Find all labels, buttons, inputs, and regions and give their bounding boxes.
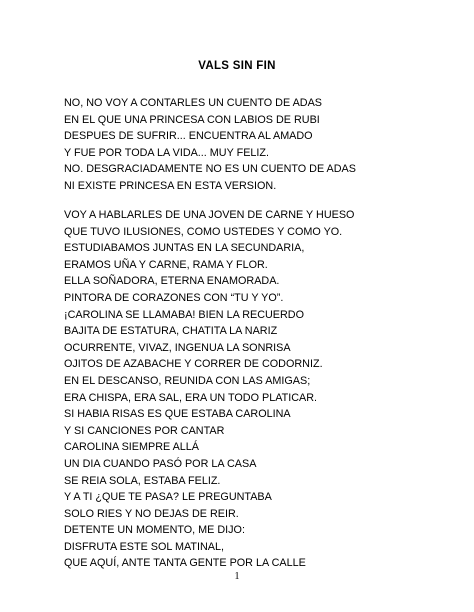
poem-line: EN EL DESCANSO, REUNIDA CON LAS AMIGAS; xyxy=(64,374,311,387)
poem-line: ¡CAROLINA SE LLAMABA! BIEN LA RECUERDO xyxy=(64,308,305,321)
poem-line: OJITOS DE AZABACHE Y CORRER DE CODORNIZ. xyxy=(64,358,323,371)
poem-line: CAROLINA SIEMPRE ALLÁ xyxy=(64,441,200,454)
poem-line: ERA CHISPA, ERA SAL, ERA UN TODO PLATICAR. xyxy=(64,391,318,404)
poem-line: VOY A HABLARLES DE UNA JOVEN DE CARNE Y HUESO xyxy=(64,209,355,221)
poem-line: NI EXISTE PRINCESA EN ESTA VERSION. xyxy=(64,179,277,192)
poem-line: SI HABIA RISAS ES QUE ESTABA CAROLINA xyxy=(64,408,291,421)
poem-line: UN DIA CUANDO PASÓ POR LA CASA xyxy=(64,457,257,470)
poem-line: SE REIA SOLA, ESTABA FELIZ. xyxy=(64,474,221,487)
poem-line: DETENTE UN MOMENTO, ME DIJO: xyxy=(64,524,245,537)
poem-line: OCURRENTE, VIVAZ, INGENUA LA SONRISA xyxy=(64,341,291,354)
poem-line: ELLA SOÑADORA, ETERNA ENAMORADA. xyxy=(64,275,280,288)
poem-line: NO. DESGRACIADAMENTE NO ES UN CUENTO DE ADAS xyxy=(64,163,356,176)
poem-line: Y SI CANCIONES POR CANTAR xyxy=(64,424,225,437)
stanza-2 xyxy=(64,207,424,572)
poem-line: DISFRUTA ESTE SOL MATINAL, xyxy=(64,540,224,553)
poem-title: VALS SIN FIN xyxy=(198,60,276,72)
poem-line: QUE AQUÍ, ANTE TANTA GENTE POR LA CALLE xyxy=(64,557,306,570)
poem-line: ESTUDIABAMOS JUNTAS EN LA SECUNDARIA, xyxy=(64,242,305,255)
poem-line: EN EL QUE UNA PRINCESA CON LABIOS DE RUBI xyxy=(64,113,320,126)
poem-line: ERAMOS UÑA Y CARNE, RAMA Y FLOR. xyxy=(64,258,268,271)
poem-line: Y FUE POR TODA LA VIDA... MUY FELIZ. xyxy=(64,146,270,159)
poem-line: SOLO RIES Y NO DEJAS DE REIR. xyxy=(64,507,239,520)
poem-line: Y A TI ¿QUE TE PASA? LE PREGUNTABA xyxy=(64,491,272,504)
poem-line: PINTORA DE CORAZONES CON “TU Y YO”. xyxy=(64,291,284,304)
poem-line: QUE TUVO ILUSIONES, COMO USTEDES Y COMO YO. xyxy=(64,225,343,238)
poem-line: DESPUES DE SUFRIR... ENCUENTRA AL AMADO xyxy=(64,130,313,143)
poem-line: BAJITA DE ESTATURA, CHATITA LA NARIZ xyxy=(64,325,278,338)
stanza-1 xyxy=(64,95,424,195)
poem-line: NO, NO VOY A CONTARLES UN CUENTO DE ADAS xyxy=(64,97,322,109)
page-number: 1 xyxy=(234,571,240,582)
